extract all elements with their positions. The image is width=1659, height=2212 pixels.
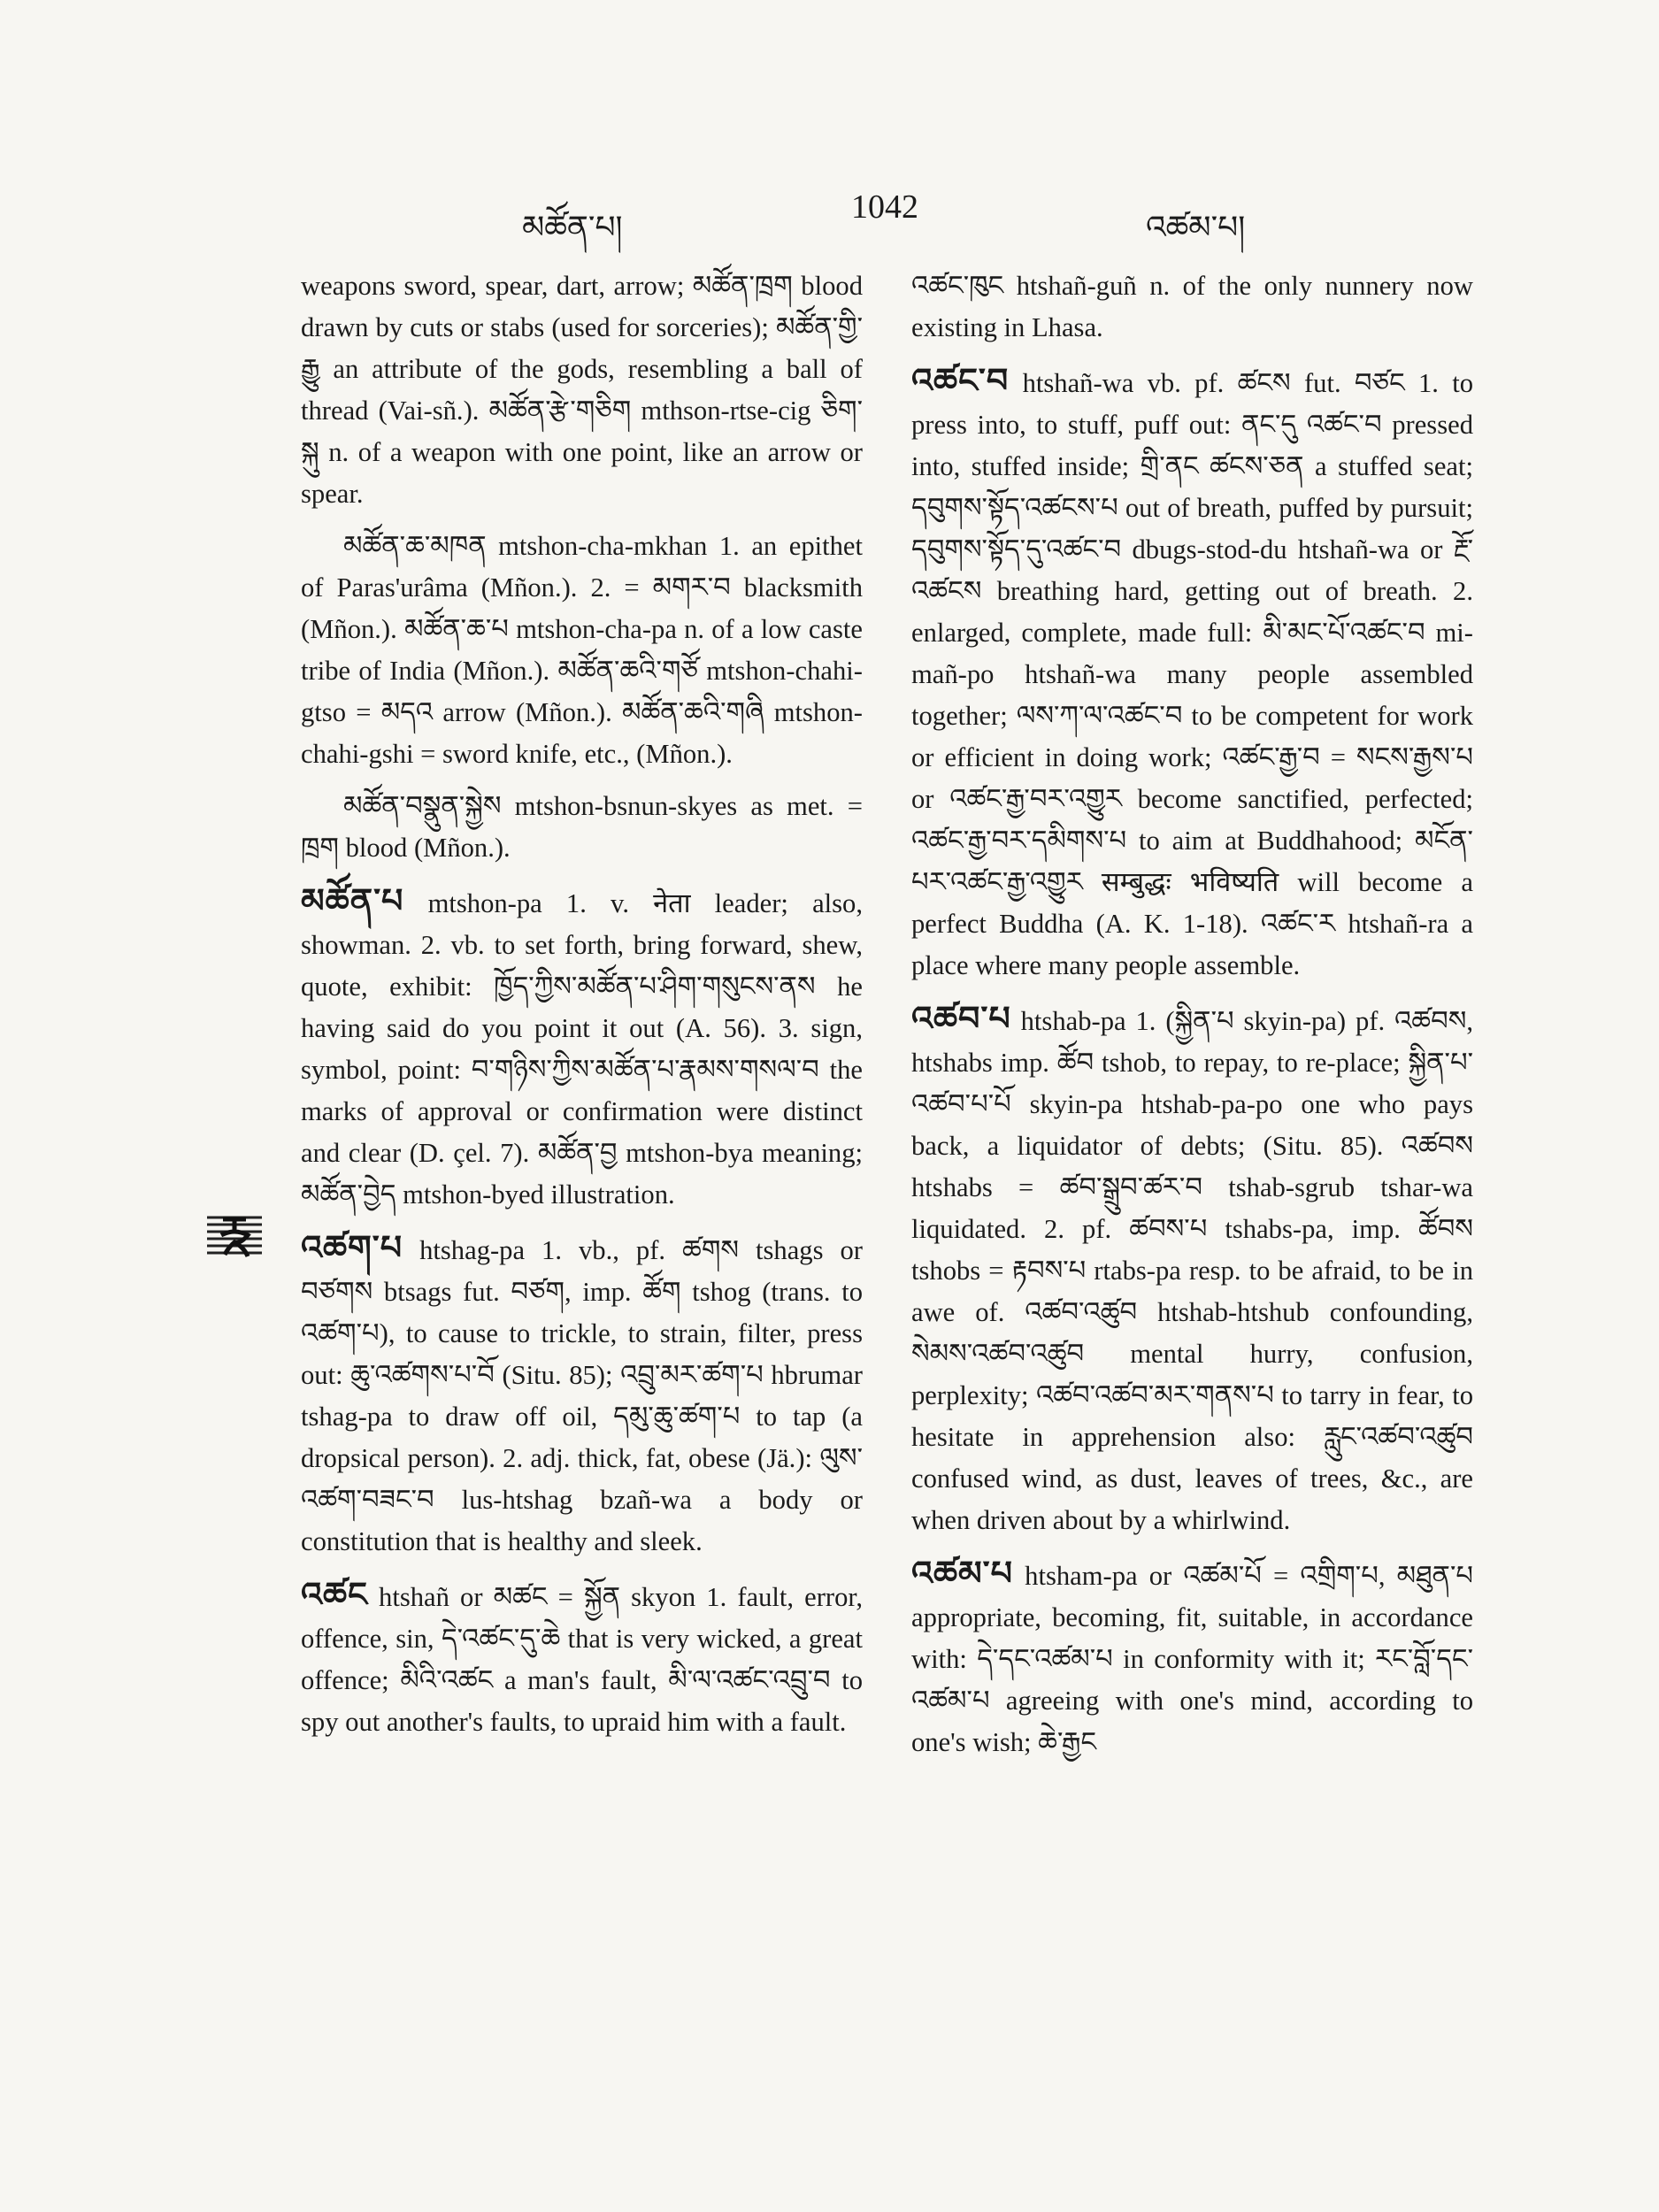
entry-headword: འཚང་བ [911, 363, 1010, 400]
entry-headword: འཚག་པ [301, 1230, 403, 1267]
tibetan-letter-tsha-stamp-icon [205, 1212, 264, 1260]
entry-definition: htsham-pa or འཚམ་པོ = འགྲིག་པ, མཐུན་པ appropriate, becoming, fit, suitable, in accordance with: དེ་དང་འཚམ་པ in conformity with it; རང་བློ་དང་འཚམ་པ agreeing with one's mind, according to one's wish; ཆེ་རྒྱང [911, 1561, 1473, 1757]
entry-definition: htshañ-wa vb. pf. ཚངས fut. བཙང 1. to press into, to stuff, puff out: ནང་དུ འཚང་བ pressed into, stuffed inside; གྲི་ནང ཚངས་ཅན a stuffed seat; དབུགས་སྟོད་འཚངས་པ out of breath, puffed by pursuit; དབུགས་སྟོད་དུ་འཚང་བ dbugs-stod-du htshañ-wa or རྔོ་འཚངས breathing hard, getting out of breath. 2. enlarged, complete, made full: མི་མང་པོ་འཚང་བ mi-mañ-po htshañ-wa many people assembled together; ལས་ཀ་ལ་འཚང་བ to be competent for work or efficient in doing work; འཚང་རྒྱ་བ = སངས་རྒྱས་པ or འཚང་རྒྱ་བར་འགྱུར become sanctified, perfected; འཚང་རྒྱ་བར་དམིགས་པ to aim at Buddhahood; མངོན་པར་འཚང་རྒྱ་འགྱུར सम्बुद्धः भविष्यति will become a perfect Buddha (A. K. 1-18). འཚང་ར htshañ-ra a place where many people assemble. [911, 368, 1473, 980]
page-header [0, 188, 1659, 246]
entry-definition: mtshon-pa 1. v. नेता leader; also, showman. 2. vb. to set forth, bring forward, shew, quote, exhibit: ཁྱོད་ཀྱིས་མཚོན་པ་ཤིག་གསུངས་ནས he having said do you point it out (A. 56). 3. sign, symbol, point: བ་གཉིས་ཀྱིས་མཚོན་པ་རྣམས་གསལ་བ the marks of approval or confirmation were distinct and clear (D. çel. 7). མཚོན་བྱ mtshon-bya meaning; མཚོན་བྱེད mtshon-byed illustration. [301, 888, 863, 1210]
dictionary-entry [911, 361, 1473, 987]
entry-headword: མཚོན་པ [301, 883, 404, 920]
dictionary-entry [911, 1554, 1473, 1763]
dictionary-entry [301, 1575, 863, 1743]
right-column [911, 265, 1473, 1774]
dictionary-entry [301, 1228, 863, 1563]
sub-entry: མཚོན་བསྣུན་སྐྱེས mtshon-bsnun-skyes as met. = ཁྲག blood (Mñon.). [301, 791, 863, 863]
entry-headword: འཚམ་པ [911, 1555, 1014, 1593]
entry-definition: htshag-pa 1. vb., pf. ཚགས tshags or བཙགས btsags fut. བཙག, imp. ཚོག tshog (trans. to འཚག་པ), to cause to trickle, to strain, filter, press out: ཆུ་འཚགས་པ་བོ (Situ. 85); འབྲུ་མར་ཚག་པ hbrumar tshag-pa to draw off oil, དམུ་ཆུ་ཚག་པ to tap (a dropsical person). 2. adj. thick, fat, obese (Jä.): ལུས་འཚག་བཟང་བ lus-htshag bzañ-wa a body or constitution that is healthy and sleek. [301, 1235, 863, 1556]
dictionary-entry [911, 999, 1473, 1541]
right-running-headword: འཚམ་པ། [1146, 210, 1246, 246]
sub-entry: མཚོན་ཆ་མཁན mtshon-cha-mkhan 1. an epithet of Paras'urâma (Mñon.). 2. = མགར་བ blacksmith (Mñon.). མཚོན་ཆ་པ mtshon-cha-pa n. of a low caste tribe of India (Mñon.). མཚོན་ཆའི་གཙོ mtshon-chahi-gtso = མདའ arrow (Mñon.). མཚོན་ཆའི་གཞི mtshon-chahi-gshi = sword knife, etc., (Mñon.). [301, 531, 863, 769]
sub-entry: འཚང་ཁུང htshañ-guñ n. of the only nunnery now existing in Lhasa. [911, 271, 1473, 342]
entry-continuation: weapons sword, spear, dart, arrow; མཚོན་ཁྲག blood drawn by cuts or stabs (used for sorceries); མཚོན་གྱི་རྒྱུ an attribute of the gods, resembling a ball of thread (Vai-sñ.). མཚོན་རྩེ་གཅིག mthson-rtse-cig ཅིག་སྐུ n. of a weapon with one point, like an arrow or spear. [301, 271, 863, 509]
dictionary-entry [301, 881, 863, 1216]
entry-definition: htshab-pa 1. (སྐྱིན་པ skyin-pa) pf. འཚབས, htshabs imp. ཚོབ tshob, to repay, to re-place; སྐྱིན་པ་འཚབ་པ་པོ skyin-pa htshab-pa-po one who pays back, a liquidator of debts; (Situ. 85). འཚབས htshabs = ཚབ་སྒྲུབ་ཚར་བ tshab-sgrub tshar-wa liquidated. 2. pf. ཚབས་པ tshabs-pa, imp. ཚོབས tshobs = རྟབས་པ rtabs-pa resp. to be afraid, to be in awe of. འཚབ་འཚུབ htshab-htshub confounding, སེམས་འཚབ་འཚུབ mental hurry, confusion, perplexity; འཚབ་འཚབ་མར་གནས་པ to tarry in fear, to hesitate in apprehension also: རླུང་འཚབ་འཚུབ confused wind, as dust, leaves of trees, &c., are when driven about by a whirlwind. [911, 1006, 1473, 1535]
entry-headword: འཚབ་པ [911, 1001, 1011, 1038]
entry-definition: htshañ or མཚང = སྐྱོན skyon 1. fault, error, offence, sin, དེ་འཚང་དུ་ཆེ that is very wicked, a great offence; མིའི་འཚང a man's fault, མི་ལ་འཚང་འབྲུ་བ to spy out another's faults, to upraid him with a fault. [301, 1582, 864, 1737]
left-running-headword: མཚོན་པ། [522, 210, 623, 246]
left-column [301, 265, 863, 1754]
page-number: 1042 [851, 188, 918, 226]
entry-headword: འཚང [301, 1577, 368, 1614]
